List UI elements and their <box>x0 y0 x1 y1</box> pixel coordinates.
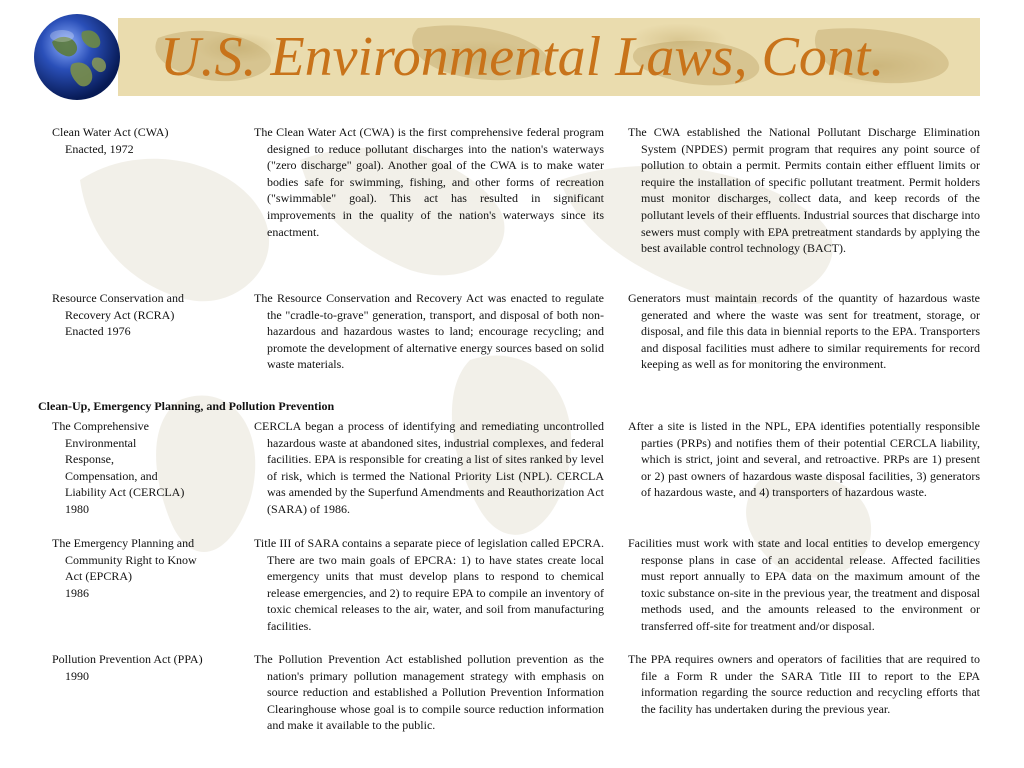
law-year: 1990 <box>65 668 89 683</box>
law-year: 1986 <box>65 585 89 600</box>
law-requirements: Facilities must work with state and local entities to develop emergency response plans in case of an accidental release. Affected facilities must report annually to EPA data on the maximum amount of the toxic substance on-site in the previous year, the treatment and disposal methods used, and the amounts released to the environment or transferred off-site for treatment and/or disposal. <box>628 536 980 633</box>
law-name-cell <box>52 535 244 601</box>
law-requirements: After a site is listed in the NPL, EPA identifies potentially responsible parties (PRPs) and notifies them of their potential CERCLA liability, which is strict, joint and several, and retroactive. PRPs are 1) present or 2) past owners of hazardous waste disposal facilities, 3) generators of hazardous waste, and 4) transporters of hazardous waste. <box>628 419 980 500</box>
section-heading: Clean-Up, Emergency Planning, and Pollution Prevention <box>38 399 335 413</box>
law-requirements-cell <box>628 535 980 635</box>
law-name-cell <box>52 651 244 684</box>
law-name: Pollution Prevention Act (PPA) <box>52 652 203 666</box>
law-description-cell <box>254 124 604 240</box>
law-name: Resource Conservation and Recovery Act (RCRA) <box>52 291 184 322</box>
law-name: Clean Water Act (CWA) <box>52 125 169 139</box>
law-name-cell <box>52 290 244 340</box>
law-year: Enacted 1976 <box>65 324 131 339</box>
law-description-cell <box>254 651 604 734</box>
law-year: 1980 <box>65 501 89 516</box>
law-name: The Emergency Planning and Community Right to Know Act (EPCRA) <box>52 536 197 584</box>
law-description: CERCLA began a process of identifying and remediating uncontrolled hazardous waste at abandoned sites, industrial complexes, and federal facilities. EPA is responsible for creating a list of sites ranked by level of risk, which is termed the National Priority List (NPL). CERCLA was amended by the Superfund Amendments and Reauthorization Act (SARA) of 1986. <box>254 419 604 516</box>
law-description: The Pollution Prevention Act established pollution prevention as the nation's primary pollution management strategy with emphasis on source reduction and established a Pollution Prevention Information Clearinghouse whose goal is to compile source reduction information and make it available to the public. <box>254 652 604 733</box>
law-description: The Resource Conservation and Recovery Act was enacted to regulate the "cradle-to-grave" generation, transport, and disposal of both non-hazardous and hazardous wastes to land; encourage recycling; and promote the development of alternative energy sources based on solid waste materials. <box>254 291 604 372</box>
law-requirements-cell <box>628 418 980 501</box>
law-description-cell <box>254 418 604 518</box>
globe-icon <box>32 12 122 102</box>
law-name-cell <box>52 418 244 518</box>
law-description-cell <box>254 290 604 373</box>
law-name: The Comprehensive Environmental Response, Compensation, and Liability Act (CERCLA) <box>52 419 185 500</box>
law-requirements: The PPA requires owners and operators of facilities that are required to file a Form R under the SARA Title III to report to the EPA information regarding the source reduction and recycling efforts that the facility has undertaken during the previous year. <box>628 652 980 716</box>
law-requirements-cell <box>628 124 980 257</box>
law-requirements-cell <box>628 290 980 373</box>
law-requirements-cell <box>628 651 980 717</box>
law-year: Enacted, 1972 <box>65 141 134 156</box>
law-requirements: Generators must maintain records of the quantity of hazardous waste generated and where the waste was sent for treatment, storage, or disposal, and file this data in biennial reports to the EPA. Transporters and disposal facilities must adhere to similar requirements for record keeping as well as for monitoring the environment. <box>628 291 980 372</box>
law-description-cell <box>254 535 604 635</box>
law-requirements: The CWA established the National Pollutant Discharge Elimination System (NPDES) permit program that requires any point source of pollution to obtain a permit. Permits contain either effluent limits or require the installation of specific pollutant treatment. Permit holders must monitor discharges, collect data, and keep records of the pollutant levels of their effluents. Industrial sources that discharge into sewers must comply with EPA pretreatment standards by applying the best available control technology (BACT). <box>628 125 980 256</box>
law-description: Title III of SARA contains a separate piece of legislation called EPCRA. There are two main goals of EPCRA: 1) to have states create local emergency units that must develop plans to respond to chemical release emergencies, and 2) to require EPA to compile an inventory of toxic chemical releases to the air, water, and soil from manufacturing facilities. <box>254 536 604 633</box>
law-description: The Clean Water Act (CWA) is the first comprehensive federal program designed to reduce pollutant discharges into the nation's waterways ("zero discharge" goal). Another goal of the CWA is to make water bodies safe for swimming, fishing, and other forms of recreation ("swimmable" goal). This act has resulted in significant improvements in the quality of the nation's waterways since its enactment. <box>254 125 604 239</box>
slide-title: U.S. Environmental Laws, Cont. <box>160 26 885 88</box>
law-name-cell <box>52 124 244 157</box>
